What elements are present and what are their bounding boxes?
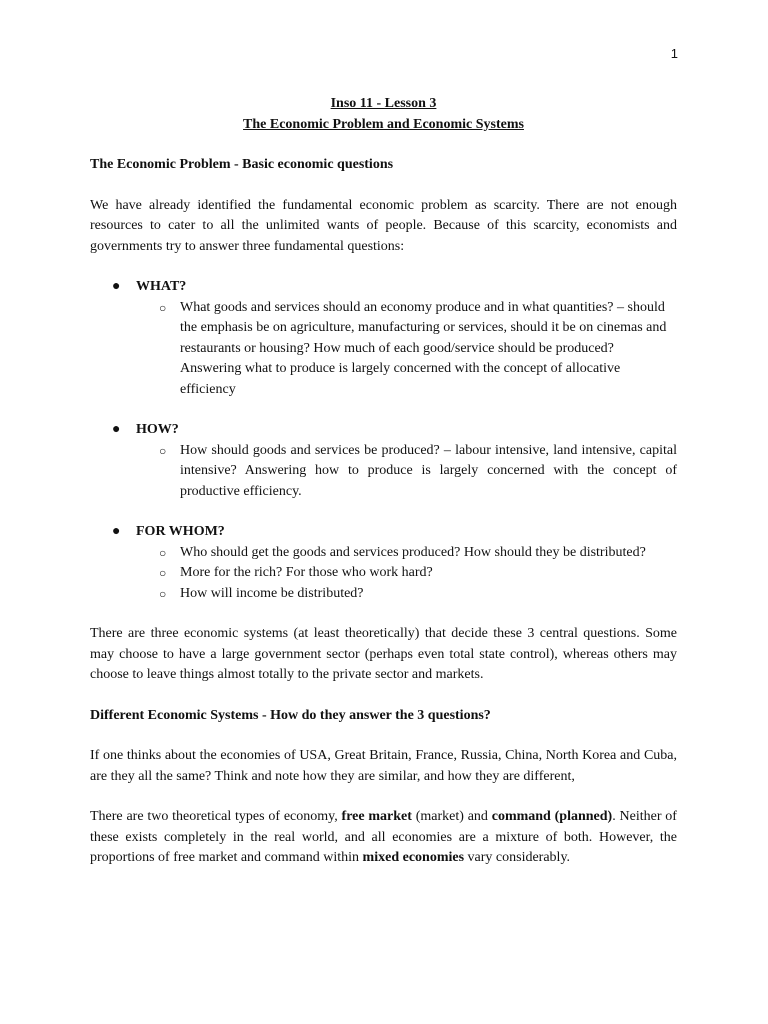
bullet-item (90, 420, 677, 441)
lesson-title: Inso 11 - Lesson 3 (330, 96, 437, 111)
sub-bullet-text: How will income be distributed? (180, 585, 364, 601)
sub-bullet-text: Who should get the goods and services produced? How should they be distributed? (180, 544, 646, 560)
term-command-planned: command (planned) (491, 809, 613, 824)
sub-bullet-item (90, 298, 677, 401)
types-paragraph (90, 807, 677, 869)
sub-bullet-circle-icon: ○ (159, 545, 167, 560)
question-what (90, 277, 677, 400)
sub-bullet-circle-icon: ○ (159, 443, 167, 458)
bullet-dot-icon: ● (112, 422, 121, 437)
sub-bullet-circle-icon: ○ (159, 566, 167, 580)
sub-bullet-circle-icon: ○ (159, 300, 167, 315)
sub-bullet-text: How should goods and services be produced? – labour intensive, land intensive, capital intensive? Answering how to produce is largely concerned with the concept of productive efficiency. (180, 442, 677, 499)
bullet-dot-icon: ● (112, 524, 121, 539)
types-text-1: There are two theoretical types of economy, (90, 809, 342, 824)
question-how (90, 420, 677, 502)
intro-paragraph: We have already identified the fundamental economic problem as scarcity. There are not enough resources to cater to all the unlimited wants of people. Because of this scarcity, economists and governments try to answer three fundamental questions: (90, 197, 677, 254)
types-text-4: vary considerably. (464, 850, 571, 865)
sub-bullet-item (90, 543, 677, 564)
bullet-label: FOR WHOM? (136, 524, 225, 539)
sub-bullet-item (90, 563, 677, 584)
systems-paragraph: There are three economic systems (at least theoretically) that decide these 3 central questions. Some may choose to have a large government sector (perhaps even total state control), whereas others may choose to leave things almost totally to the private sector and markets. (90, 626, 677, 682)
section-heading-economic-problem: The Economic Problem - Basic economic questions (90, 157, 394, 172)
lesson-subtitle: The Economic Problem and Economic Systems (243, 116, 524, 132)
economies-paragraph: If one thinks about the economies of USA, Great Britain, France, Russia, China, North Korea and Cuba, are they all the same? Think and note how they are similar, and how they are different, (90, 748, 677, 784)
bullet-label: HOW? (136, 422, 179, 437)
bullet-dot-icon: ● (112, 279, 121, 294)
document-body (90, 94, 677, 869)
bullet-label: WHAT? (136, 279, 187, 294)
sub-bullet-item (90, 441, 677, 503)
sub-bullet-text: What goods and services should an economy produce and in what quantities? – should the emphasis be on agriculture, manufacturing or services, should it be on cinemas and restaurants or housing? How much of each good/service should be produced? Answering what to produce is largely concerned with the concept of allocative efficiency (180, 299, 667, 397)
bullet-item (90, 277, 677, 298)
term-free-market: free market (341, 809, 412, 824)
types-text-2: (market) and (411, 809, 492, 824)
page-number: 1 (670, 46, 678, 61)
term-mixed-economies: mixed economies (362, 850, 465, 865)
sub-bullet-circle-icon: ○ (159, 586, 167, 601)
section-heading-economic-systems: Different Economic Systems - How do they answer the 3 questions? (90, 707, 491, 723)
sub-bullet-text: More for the rich? For those who work hard? (180, 565, 433, 580)
question-for-whom (90, 522, 677, 604)
types-text-3: . Neither of these exists completely in the real world, and all economies are a mixture of both. However, the proportions of free market and command within (90, 809, 677, 865)
sub-bullet-item (90, 584, 677, 605)
bullet-item (90, 522, 677, 543)
